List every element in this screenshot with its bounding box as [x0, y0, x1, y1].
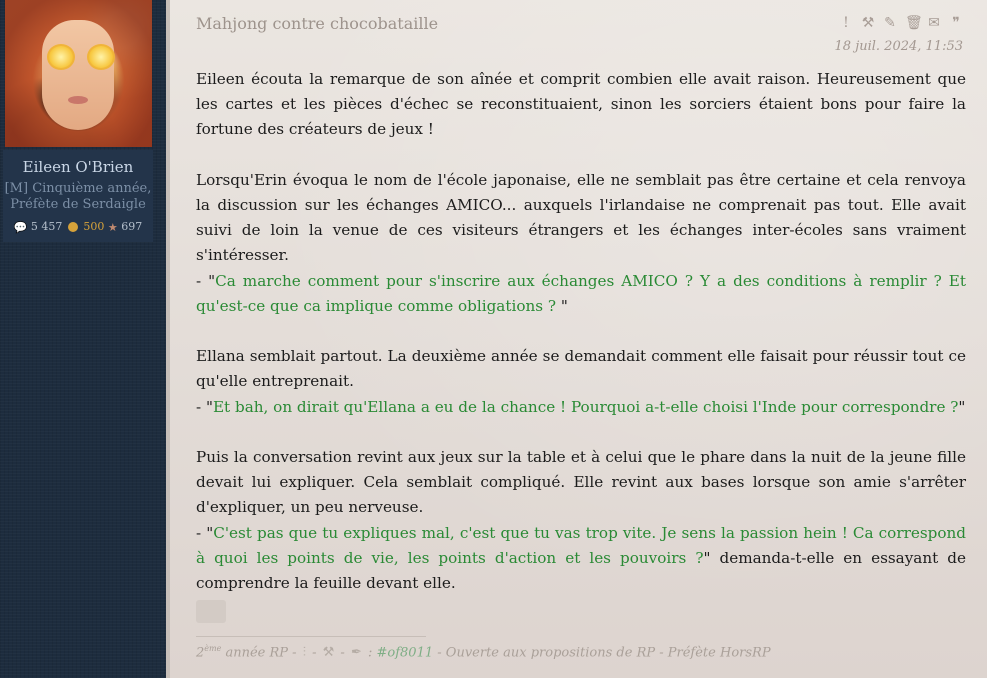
- paragraph-4: Puis la conversation revint aux jeux sur la table et à celui que le phare dans la nuit de la jeune fille devait lui expliquer. Cela semblait compliqué. Elle revint aux bases lorsque son amie s'arrêter d'expliquer, un peu nerveuse.: [196, 448, 966, 517]
- hammer-icon: ⚒: [322, 645, 335, 661]
- author-rank-line1: [M] Cinquième année,: [4, 181, 152, 196]
- dialogue-1: [196, 269, 966, 319]
- star-icon: ★: [107, 220, 118, 234]
- post-date: 18 juil. 2024, 11:53: [834, 39, 963, 54]
- sliders-icon: ⫶: [302, 645, 306, 661]
- dialogue-3-quote: C'est pas que tu expliques mal, c'est que tu vas trop vite. Je sens la passion hein ! Ca correspond à quoi les points de vie, les points d'action et les pouvoirs ?: [196, 523, 966, 567]
- quill-icon: ✒: [350, 645, 362, 661]
- year-number: 2: [196, 645, 205, 661]
- messages-icon: 💬: [13, 220, 28, 234]
- dialogue-2-quote: Et bah, on dirait qu'Ellana a eu de la chance ! Pourquoi a-t-elle choisi l'Inde pour correspondre ?: [212, 397, 959, 416]
- spacer: [196, 420, 966, 445]
- avatar[interactable]: [5, 0, 152, 147]
- signature-divider: [196, 636, 426, 637]
- moderate-icon[interactable]: ⚒: [861, 15, 875, 31]
- signature: [196, 644, 771, 660]
- signature-rest: - Ouverte aux propositions de RP - Préfète HorsRP: [433, 645, 771, 661]
- author-rank-line2: Préfète de Serdaigle: [10, 197, 146, 212]
- dialogue-2: [196, 395, 966, 420]
- dialogue-3: [196, 521, 966, 597]
- edit-icon[interactable]: ✎: [884, 15, 896, 31]
- email-icon[interactable]: ✉: [928, 15, 940, 31]
- points-count: 697: [121, 220, 143, 233]
- separator: -: [340, 645, 349, 661]
- dialogue-2-close: ": [958, 397, 966, 416]
- year-suffix: ème: [204, 644, 222, 653]
- quote-icon[interactable]: ❞: [952, 15, 960, 31]
- post-title[interactable]: Mahjong contre chocobataille: [196, 14, 439, 33]
- dialogue-1-open: - ": [196, 271, 216, 290]
- post-body: [196, 67, 966, 596]
- dialogue-2-open: - ": [196, 397, 213, 416]
- avatar-lips: [68, 96, 88, 104]
- profile-sidebar: [0, 0, 166, 678]
- separator: -: [312, 645, 321, 661]
- spacer: [196, 319, 966, 344]
- signature-tag-link[interactable]: #of8011: [376, 645, 434, 661]
- dialogue-3-after: " demanda-t-elle en essayant de comprendre la feuille devant elle.: [196, 548, 966, 593]
- report-icon[interactable]: !: [843, 15, 849, 31]
- year-text: année RP -: [221, 645, 301, 661]
- dialogue-3-open: - ": [196, 523, 214, 542]
- messages-count: 5 457: [30, 220, 63, 233]
- dialogue-1-close: ": [556, 296, 568, 315]
- post-toolbar: [839, 14, 963, 32]
- dialogue-1-quote: Ca marche comment pour s'inscrire aux échanges AMICO ? Y a des conditions à remplir ? Et qu'est-ce que ca implique comme obligations ?: [196, 271, 967, 315]
- author-rank: [3, 181, 153, 213]
- author-stats: [3, 220, 153, 234]
- avatar-glasses-right: [87, 44, 115, 70]
- paragraph-2: Lorsqu'Erin évoqua le nom de l'école japonaise, elle ne semblait pas être certaine et cela renvoya la discussion sur les échanges AMICO... auxquels l'irlandaise ne comprenait pas tout. Elle avait suivi de loin la venue de ces visiteurs étrangers et les échanges inter-écoles sans vraiment s'intéresser.: [196, 170, 966, 265]
- spacer: [196, 143, 966, 168]
- author-name[interactable]: Eileen O'Brien: [22, 158, 134, 176]
- reaction-button[interactable]: [196, 600, 226, 623]
- paragraph-1: Eileen écouta la remarque de son aînée et comprit combien elle avait raison. Heureusement que les cartes et les pièces d'échec se reconstituaient, sinon les sorciers étaient bons pour faire la fortune des créateurs de jeux !: [196, 70, 966, 139]
- paragraph-3: Ellana semblait partout. La deuxième année se demandait comment elle faisait pour réussir tout ce qu'elle entreprenait.: [196, 347, 966, 391]
- colon: :: [367, 645, 377, 661]
- avatar-face: [42, 20, 114, 130]
- gold-count: 500: [83, 220, 105, 233]
- delete-icon[interactable]: 🗑: [905, 15, 923, 31]
- gold-coin-icon: [68, 222, 78, 232]
- post-panel: [166, 0, 987, 678]
- profile-card: [3, 150, 153, 242]
- avatar-glasses-left: [47, 44, 75, 70]
